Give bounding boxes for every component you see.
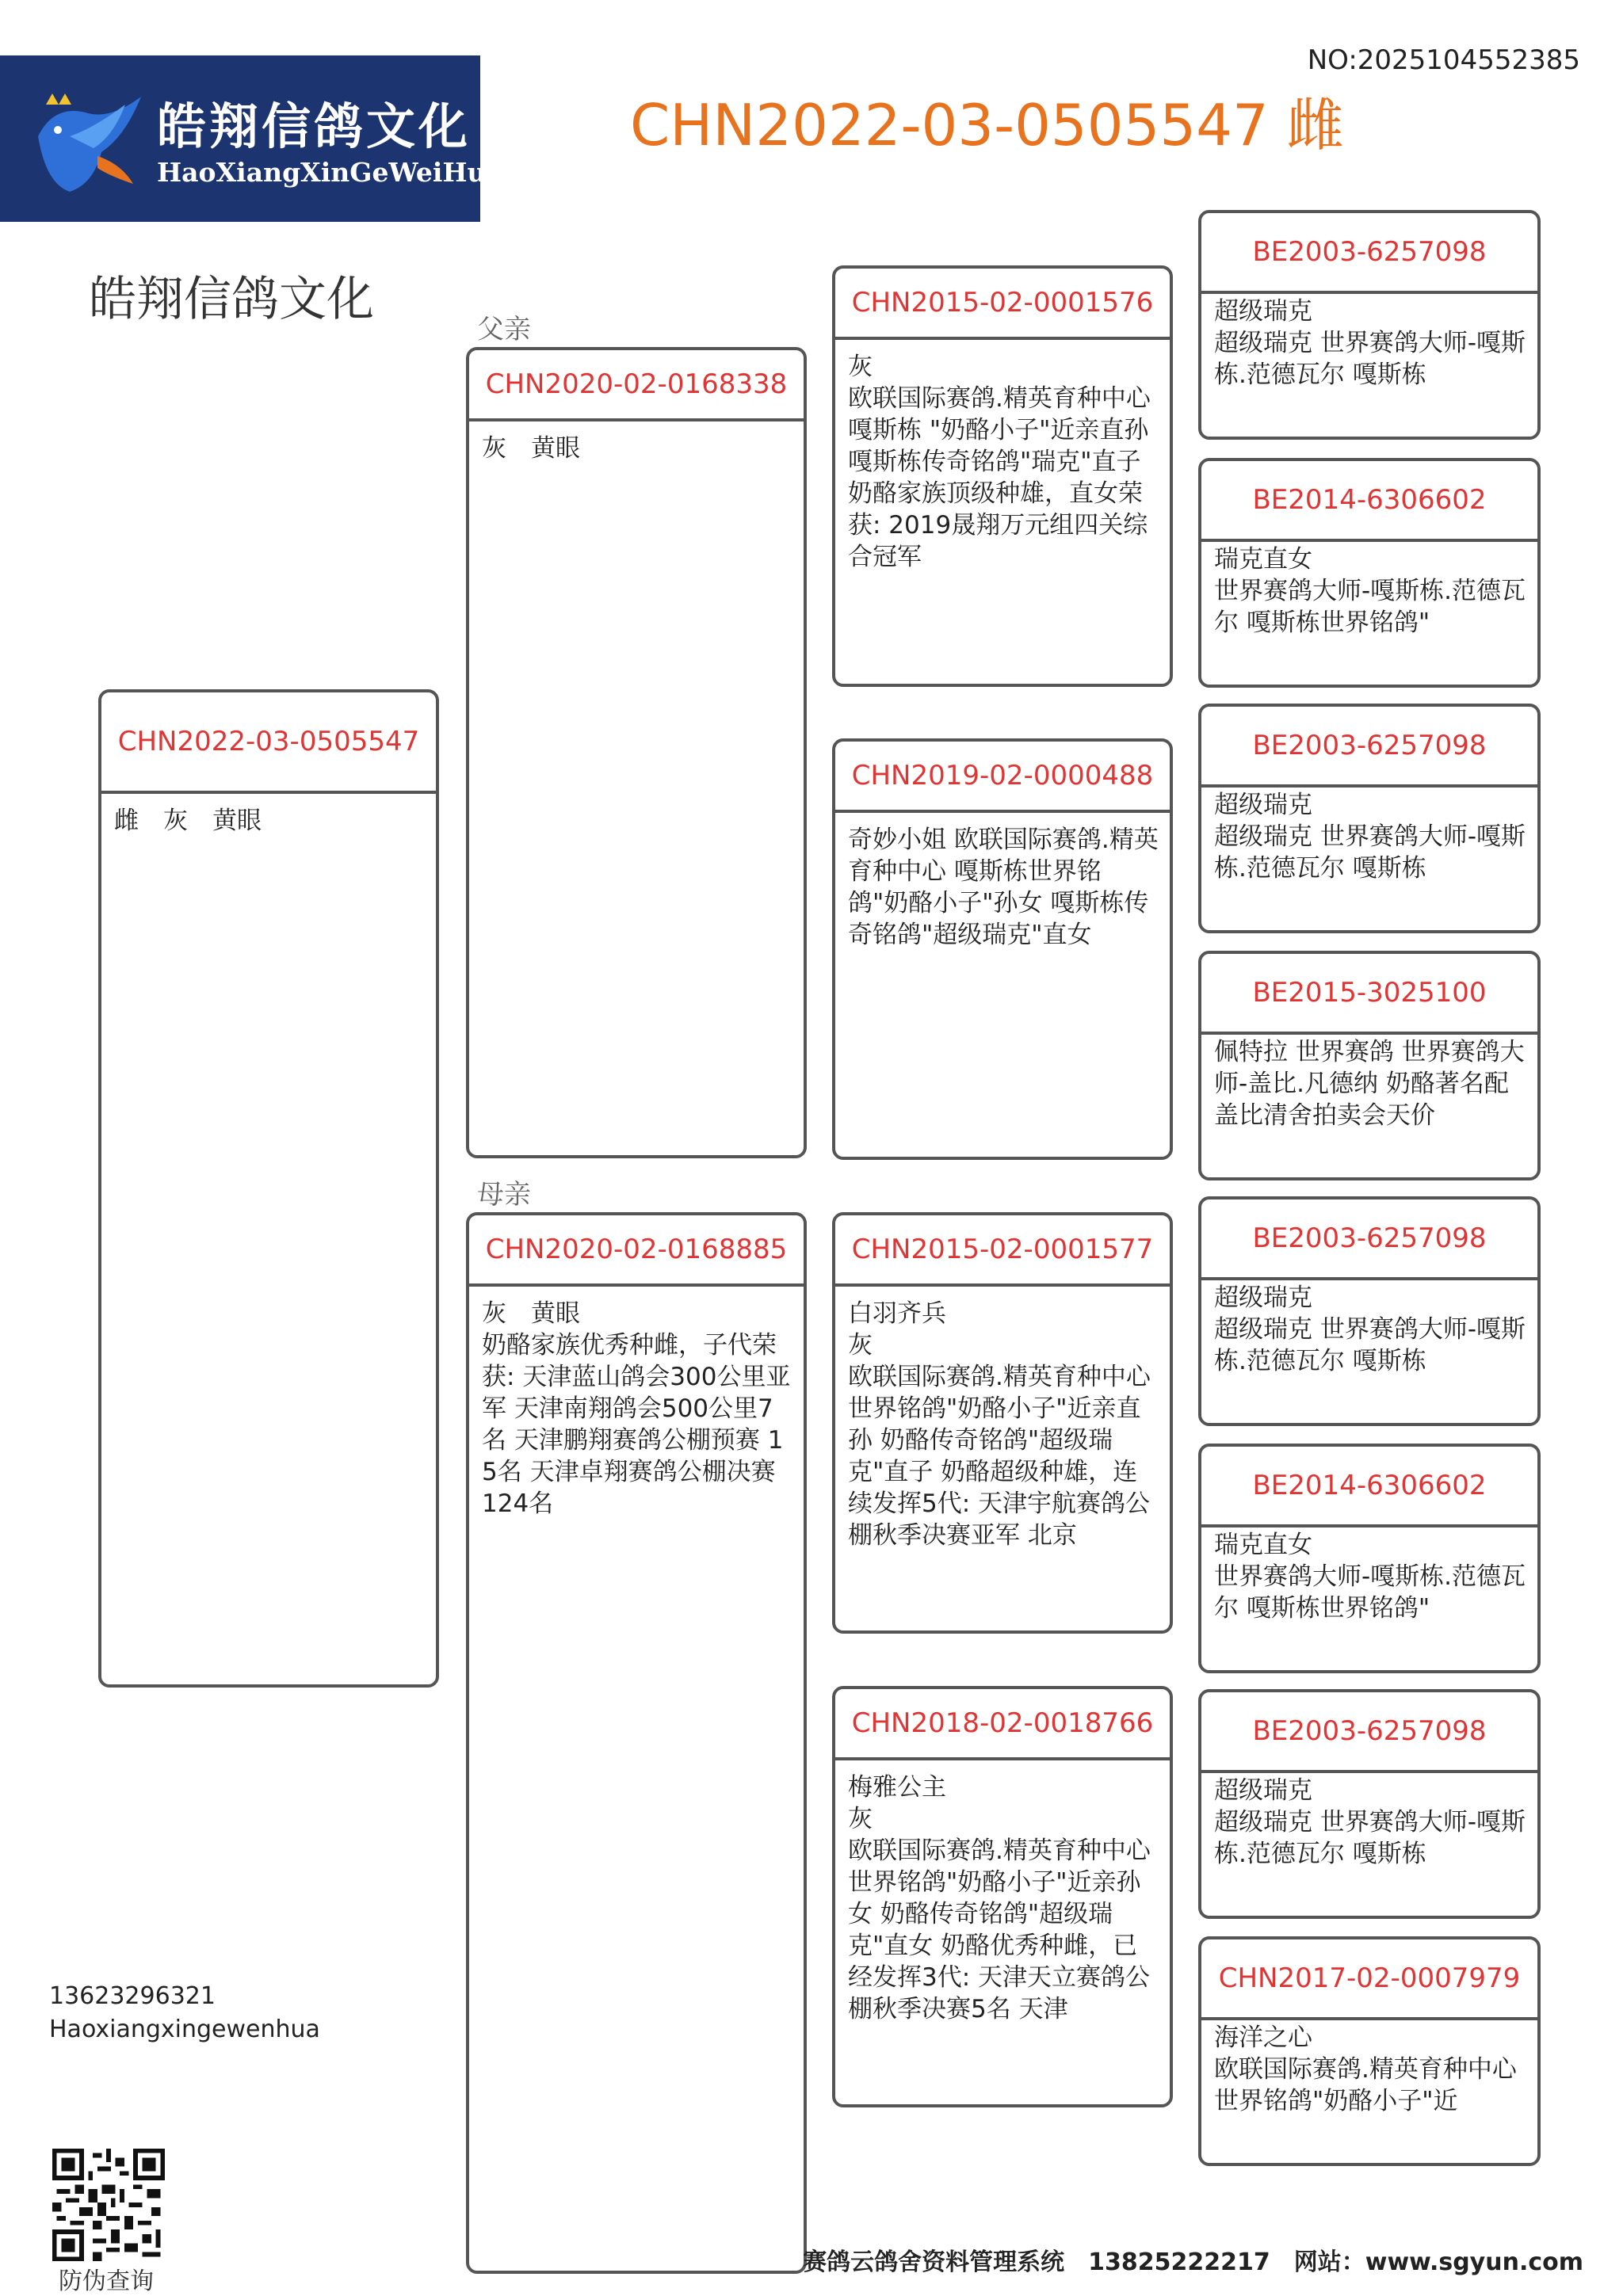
ancestor-info: 超级瑞克 超级瑞克 世界赛鸽大师-嘎斯栋.范德瓦尔 嘎斯栋 [1214, 297, 1526, 389]
ancestor-ring-number: BE2015-3025100 [1201, 954, 1537, 1035]
dam-sire-ring-number: CHN2015-02-0001577 [835, 1215, 1170, 1287]
sire-dam-ring-number: CHN2019-02-0000488 [835, 742, 1170, 813]
ancestor-card [1198, 1196, 1541, 1426]
logo-cn-text: 皓翔信鸽文化 [157, 97, 472, 155]
subject-card [98, 689, 439, 1688]
sire-sire-card [832, 265, 1173, 687]
contact-website: Haoxiangxingewenhua [49, 2016, 320, 2043]
qr-code-label: 防伪查询 [59, 2267, 154, 2295]
ancestor-card [1198, 1444, 1541, 1673]
org-name: 皓翔信鸽文化 [89, 272, 374, 327]
ancestor-ring-number: BE2014-6306602 [1201, 1447, 1537, 1527]
sire-sire-info: 灰 欧联国际赛鸽.精英育种中心 嘎斯栋 "奶酪小子"近亲直孙 嘎斯栋传奇铭鸽"瑞克"直子 奶酪家族顶级种雄，直女荣获: 2019晟翔万元组四关综合冠军 [848, 353, 1151, 571]
dam-dam-info: 梅雅公主 灰 欧联国际赛鸽.精英育种中心 世界铭鸽"奶酪小子"近亲孙女 奶酪传奇铭鸽"超级瑞克"直女 奶酪优秀种雌，已经发挥3代: 天津天立赛鸽公棚秋季决赛5名 天津 [848, 1773, 1151, 2023]
ancestor-card [1198, 210, 1541, 440]
sire-sire-ring-number: CHN2015-02-0001576 [835, 269, 1170, 340]
document-number: NO:2025104552385 [1307, 44, 1580, 76]
ancestor-info: 超级瑞克 超级瑞克 世界赛鸽大师-嘎斯栋.范德瓦尔 嘎斯栋 [1214, 791, 1526, 883]
ancestor-ring-number: BE2014-6306602 [1201, 461, 1537, 542]
sire-ring-number: CHN2020-02-0168338 [469, 350, 804, 421]
sire-dam-info: 奇妙小姐 欧联国际赛鸽.精英育种中心 嘎斯栋世界铭鸽"奶酪小子"孙女 嘎斯栋传奇铭鸽"超级瑞克"直女 [848, 826, 1159, 949]
ancestor-card [1198, 1936, 1541, 2166]
sire-dam-card [832, 738, 1173, 1160]
logo-banner [0, 55, 503, 222]
dam-dam-card [832, 1686, 1173, 2107]
subject-ring-number: CHN2022-03-0505547 [101, 692, 436, 794]
sire-section-label: 父亲 [477, 314, 531, 345]
ancestor-info: 瑞克直女 世界赛鸽大师-嘎斯栋.范德瓦尔 嘎斯栋世界铭鸽" [1214, 1531, 1526, 1623]
ancestor-card [1198, 1689, 1541, 1919]
dam-card [466, 1212, 807, 2274]
logo-en-text: HaoXiangXinGeWeiHua [157, 157, 503, 188]
ancestor-ring-number: BE2003-6257098 [1201, 707, 1537, 788]
qr-code-icon[interactable] [52, 2149, 165, 2261]
dam-sire-card [832, 1212, 1173, 1634]
dam-sire-info: 白羽齐兵 灰 欧联国际赛鸽.精英育种中心 世界铭鸽"奶酪小子"近亲直孙 奶酪传奇铭鸽"超级瑞克"直子 奶酪超级种雄，连续发挥5代: 天津宇航赛鸽公棚秋季决赛亚军 北京 [848, 1299, 1151, 1550]
sire-card [466, 347, 807, 1158]
dam-dam-ring-number: CHN2018-02-0018766 [835, 1689, 1170, 1760]
ancestor-info: 瑞克直女 世界赛鸽大师-嘎斯栋.范德瓦尔 嘎斯栋世界铭鸽" [1214, 545, 1526, 637]
ancestor-ring-number: BE2003-6257098 [1201, 1692, 1537, 1773]
ancestor-ring-number: BE2003-6257098 [1201, 213, 1537, 294]
ancestor-info: 超级瑞克 超级瑞克 世界赛鸽大师-嘎斯栋.范德瓦尔 嘎斯栋 [1214, 1776, 1526, 1868]
ancestor-card [1198, 704, 1541, 933]
subject-info: 雌 灰 黄眼 [114, 807, 262, 835]
ancestor-info: 海洋之心 欧联国际赛鸽.精英育种中心 世界铭鸽"奶酪小子"近 [1214, 2023, 1517, 2115]
pigeon-logo-icon [22, 89, 149, 200]
page-title: CHN2022-03-0505547 雌 [630, 92, 1344, 158]
dam-info: 灰 黄眼 奶酪家族优秀种雌，子代荣获: 天津蓝山鸽会300公里亚军 天津南翔鸽会500公里7名 天津鹏翔赛鸽公棚预赛 15名 天津卓翔赛鸽公棚决赛 124名 [482, 1299, 791, 1518]
dam-ring-number: CHN2020-02-0168885 [469, 1215, 804, 1287]
ancestor-card [1198, 458, 1541, 688]
ancestor-ring-number: CHN2017-02-0007979 [1201, 1939, 1537, 2020]
footer-system-info: 赛鸽云鸽舍资料管理系统 13825222217 网站：www.sgyun.com [803, 2248, 1583, 2276]
contact-phone: 13623296321 [49, 1982, 216, 2010]
dam-section-label: 母亲 [477, 1179, 531, 1211]
ancestor-info: 佩特拉 世界赛鸽 世界赛鸽大师-盖比.凡德纳 奶酪著名配 盖比清舍拍卖会天价 [1214, 1038, 1525, 1130]
sire-info: 灰 黄眼 [482, 434, 580, 463]
ancestor-info: 超级瑞克 超级瑞克 世界赛鸽大师-嘎斯栋.范德瓦尔 嘎斯栋 [1214, 1283, 1526, 1375]
ancestor-card [1198, 951, 1541, 1180]
ancestor-ring-number: BE2003-6257098 [1201, 1199, 1537, 1280]
